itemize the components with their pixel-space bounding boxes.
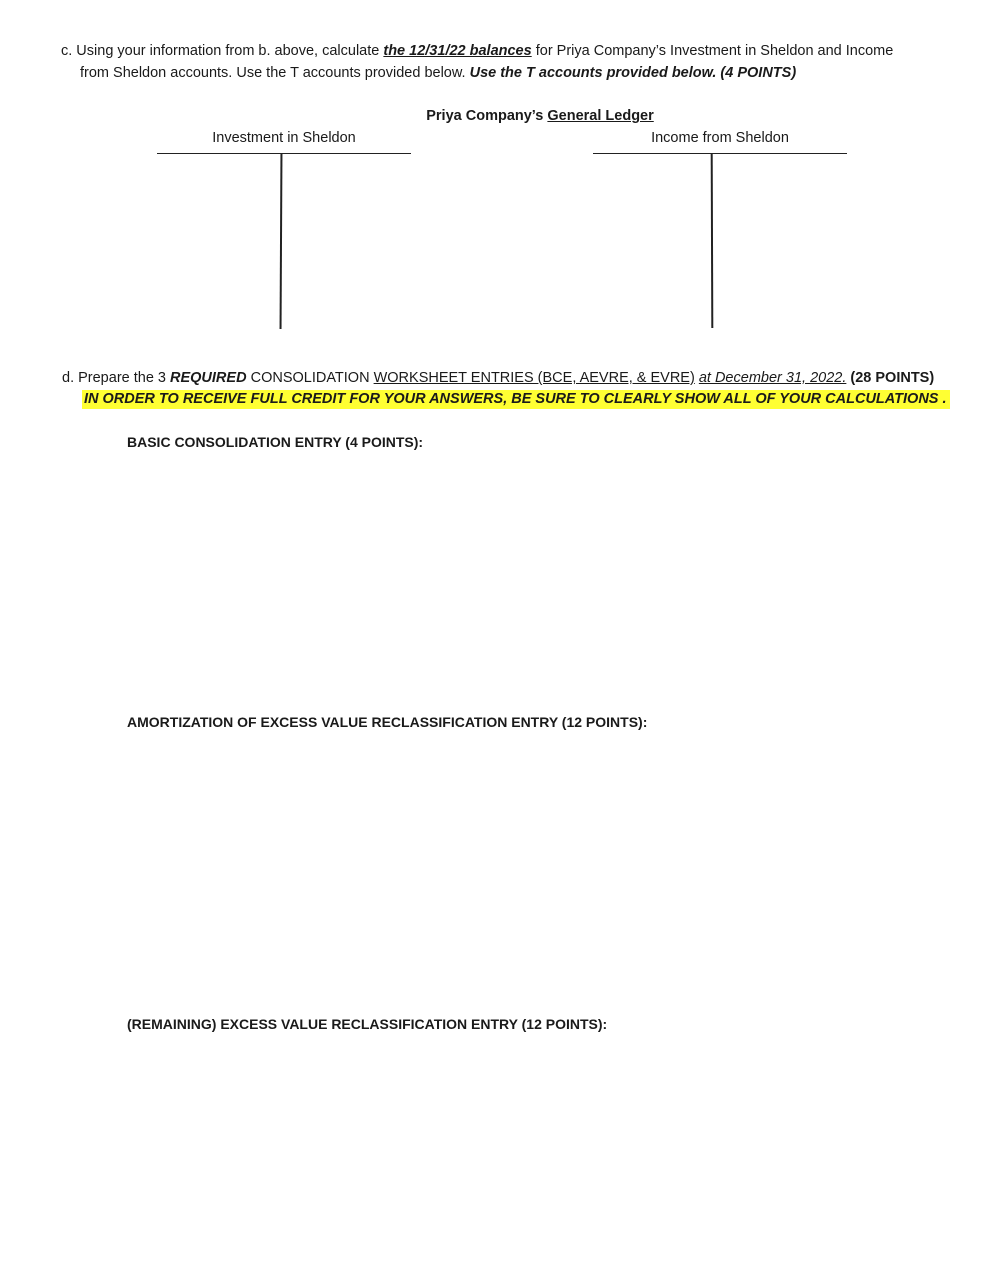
section-c-emphasis: the 12/31/22 balances	[383, 43, 532, 59]
t-account-right-label: Income from Sheldon	[651, 130, 789, 146]
calculations-highlight: IN ORDER TO RECEIVE FULL CREDIT FOR YOUR ANSWERS, BE SURE TO CLEARLY SHOW ALL OF YOUR CALCULATIONS .	[82, 390, 950, 409]
section-d-part1: d. Prepare the 3	[62, 370, 171, 386]
t-account-left-top-line	[157, 153, 411, 154]
aevre-heading: AMORTIZATION OF EXCESS VALUE RECLASSIFICATION ENTRY (12 POINTS):	[127, 714, 648, 730]
section-d-required: REQUIRED	[170, 370, 247, 386]
section-d-part3: CONSOLIDATION	[246, 370, 374, 386]
section-c-line2	[80, 65, 796, 81]
section-d-date: at December 31, 2022.	[698, 370, 847, 386]
evre-heading: (REMAINING) EXCESS VALUE RECLASSIFICATION ENTRY (12 POINTS):	[127, 1016, 608, 1032]
ledger-title-underlined: General Ledger	[547, 108, 654, 124]
t-account-left-divider	[280, 154, 283, 329]
section-d-worksheet: WORKSHEET ENTRIES (BCE, AEVRE, & EVRE)	[373, 370, 695, 386]
ledger-title	[0, 108, 990, 124]
section-c-line2-bold: Use the T accounts provided below. (4 POINTS)	[469, 65, 797, 81]
t-account-right-divider	[711, 154, 713, 328]
section-d-points: (28 POINTS)	[846, 370, 935, 386]
section-c-line1	[61, 43, 893, 59]
section-c-suffix: for Priya Company’s Investment in Sheldon and Income	[531, 43, 894, 59]
ledger-owner: Priya Company’s	[426, 108, 548, 124]
t-account-right-top-line	[593, 153, 847, 154]
bce-heading: BASIC CONSOLIDATION ENTRY (4 POINTS):	[127, 434, 424, 450]
section-c-prefix: c. Using your information from b. above, calculate	[61, 43, 384, 59]
section-d-line	[62, 370, 934, 386]
t-account-left-label: Investment in Sheldon	[212, 130, 356, 146]
section-c-line2-text: from Sheldon accounts. Use the T accounts provided below.	[80, 65, 470, 81]
